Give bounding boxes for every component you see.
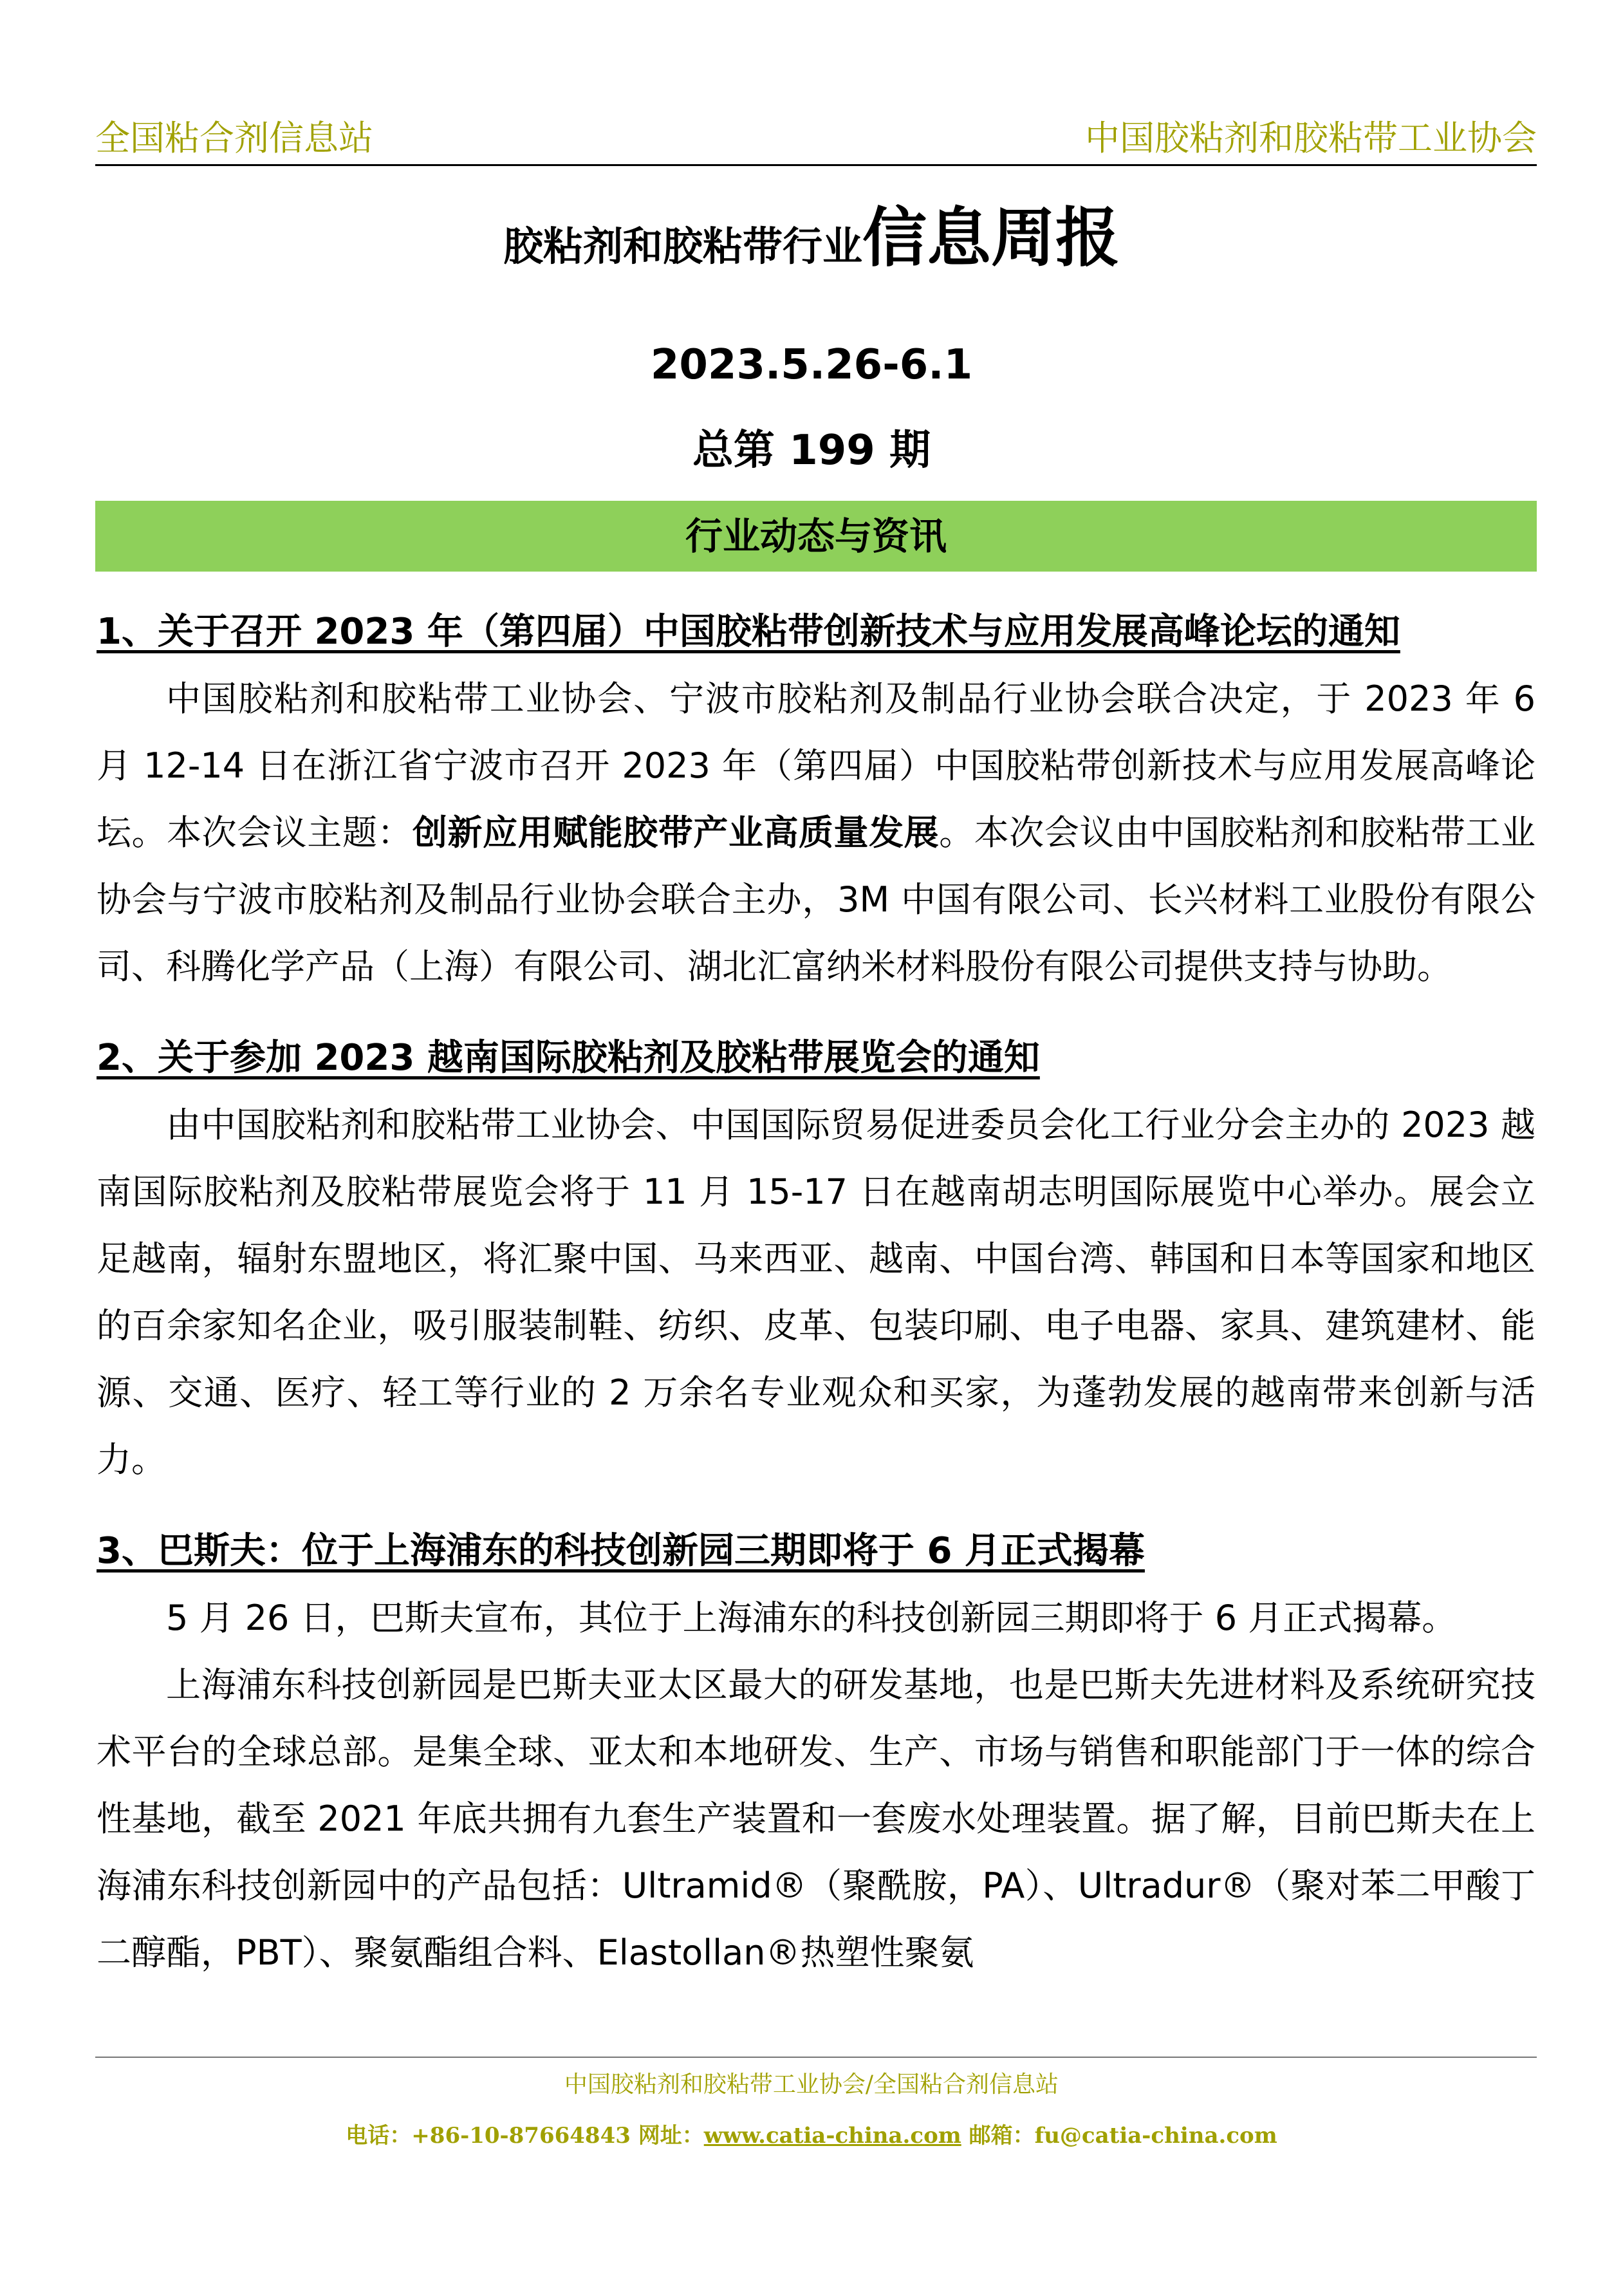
- article-3-heading: 3、巴斯夫：位于上海浦东的科技创新园三期即将于 6 月正式揭幕: [97, 1530, 1145, 1572]
- section-band: 行业动态与资讯: [95, 501, 1537, 572]
- article-1-heading: 1、关于召开 2023 年（第四届）中国胶粘带创新技术与应用发展高峰论坛的通知: [97, 611, 1400, 653]
- article-2-heading: 2、关于参加 2023 越南国际胶粘剂及胶粘带展览会的通知: [97, 1037, 1040, 1079]
- footer-divider: [95, 2057, 1537, 2058]
- footer-contact: [0, 2118, 1623, 2149]
- article-1-text-a: 中国胶粘剂和胶粘带工业协会、宁波市胶粘剂及制品行业协会联合决定，于 2023 年 6 月 12-14 日在浙江省宁波市召开 2023 年（第四届）中国胶粘带创新技术与应用发展高峰论坛。本次会议主题：: [97, 678, 1535, 853]
- article-3-body-2: 上海浦东科技创新园是巴斯夫亚太区最大的研发基地，也是巴斯夫先进材料及系统研究技术平台的全球总部。是集全球、亚太和本地研发、生产、市场与销售和职能部门于一体的综合性基地，截至 2021 年底共拥有九套生产装置和一套废水处理装置。据了解，目前巴斯夫在上海浦东科技创新园中的产品包括：Ultramid®（聚酰胺，PA）、Ultradur®（聚对苯二甲酸丁二醇酯，PBT）、聚氨酯组合料、Elastollan®热塑性聚氨: [97, 1665, 1535, 1973]
- header-left: 全国粘合剂信息站: [95, 118, 373, 158]
- footer-email-label: 邮箱：: [961, 2123, 1035, 2149]
- footer-phone: 电话：+86-10-87664843 网址：: [346, 2123, 704, 2149]
- title-main: 信息周报: [862, 200, 1120, 275]
- issue-date: 2023.5.26-6.1: [650, 341, 973, 389]
- issue-number: 总第 199 期: [692, 427, 931, 474]
- article-1-theme: 创新应用赋能胶带产业高质量发展: [412, 812, 940, 853]
- footer-email[interactable]: fu@catia-china.com: [1034, 2123, 1277, 2149]
- article-1-body: [97, 666, 1535, 1000]
- article-list: [97, 599, 1535, 1986]
- header-right: 中国胶粘剂和胶粘带工业协会: [1085, 118, 1537, 158]
- page-title: [0, 200, 1623, 275]
- page-header: [95, 113, 1537, 166]
- article-1-text-b: 。本次会议由中国胶粘剂和胶粘带工业协会与宁波市胶粘剂及制品行业协会联合主办，3M 中国有限公司、长兴材料工业股份有限公司、科腾化学产品（上海）有限公司、湖北汇富纳米材料股份有限公司提供支持与协助。: [97, 812, 1536, 987]
- title-prefix: 胶粘剂和胶粘带行业: [503, 223, 862, 270]
- footer-org: 中国胶粘剂和胶粘带工业协会/全国粘合剂信息站: [564, 2071, 1059, 2098]
- article-2-body: 由中国胶粘剂和胶粘带工业协会、中国国际贸易促进委员会化工行业分会主办的 2023 越南国际胶粘剂及胶粘带展览会将于 11 月 15-17 日在越南胡志明国际展览中心举办。展会立足越南，辐射东盟地区，将汇聚中国、马来西亚、越南、中国台湾、韩国和日本等国家和地区的百余家知名企业，吸引服装制鞋、纺织、皮革、包装印刷、电子电器、家具、建筑建材、能源、交通、医疗、轻工等行业的 2 万余名专业观众和买家，为蓬勃发展的越南带来创新与活力。: [97, 1105, 1535, 1480]
- footer-website-link[interactable]: www.catia-china.com: [703, 2123, 961, 2149]
- article-3-body-1: 5 月 26 日，巴斯夫宣布，其位于上海浦东的科技创新园三期即将于 6 月正式揭幕。: [166, 1598, 1457, 1638]
